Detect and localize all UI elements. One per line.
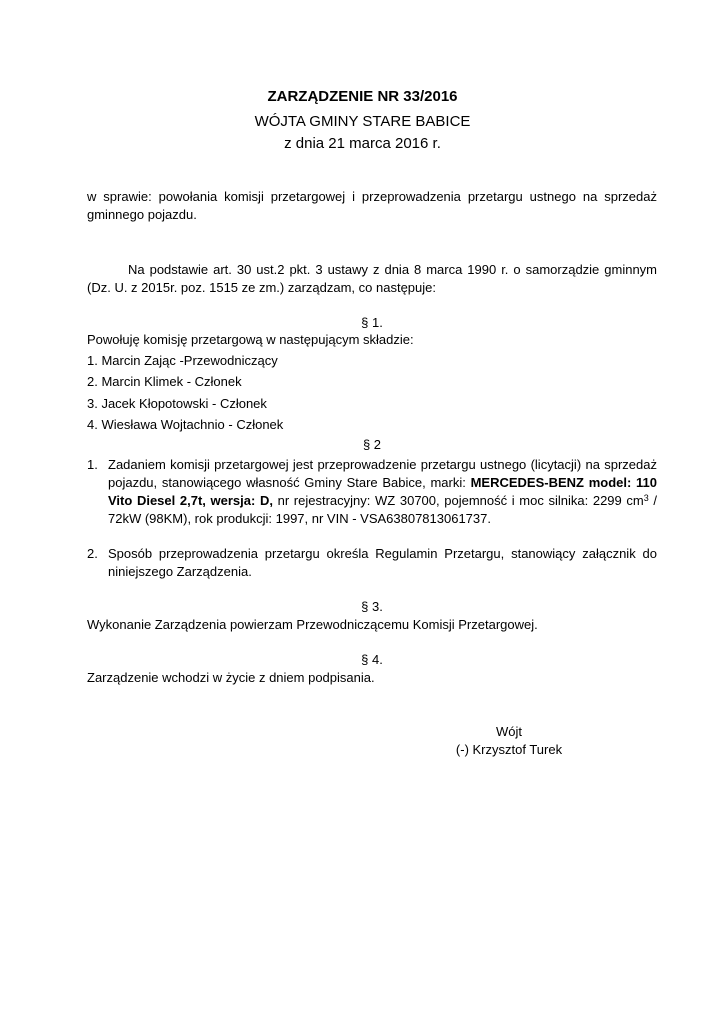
signature-name: (-) Krzysztof Turek xyxy=(455,742,563,757)
committee-member: 3. Jacek Kłopotowski - Członek xyxy=(87,396,267,411)
section-3-mark: § 3. xyxy=(361,599,383,614)
superscript: 3 xyxy=(643,493,649,503)
item-number: 1. xyxy=(87,457,98,472)
section-2-mark: § 2 xyxy=(362,437,382,452)
document-authority: WÓJTA GMINY STARE BABICE xyxy=(254,113,471,130)
committee-member: 1. Marcin Zając -Przewodniczący xyxy=(87,353,278,368)
committee-member: 4. Wiesława Wojtachnio - Członek xyxy=(87,417,284,432)
item-text-part: Zadaniem komisji przetargowej jest przeprowadzenie przetargu ustnego (licytacji) na sprzedaż pojazdu, stanowiącego własność Gminy Stare Babice, marki: xyxy=(108,457,657,490)
section-4-text: Zarządzenie wchodzi w życie z dniem podpisania. xyxy=(87,670,375,685)
section-2-item-2 xyxy=(87,545,657,581)
document-date: z dnia 21 marca 2016 r. xyxy=(284,135,441,152)
item-text-part: nr rejestracyjny: WZ 30700, pojemność i moc silnika: 2299 cm xyxy=(272,493,644,508)
document-title: ZARZĄDZENIE NR 33/2016 xyxy=(267,88,458,105)
item-text: Sposób przeprowadzenia przetargu określa Regulamin Przetargu, stanowiący załącznik do niniejszego Zarządzenia. xyxy=(108,546,657,579)
subject-paragraph: w sprawie: powołania komisji przetargowej i przeprowadzenia przetargu ustnego na sprzedaż gminnego pojazdu. xyxy=(87,189,657,222)
section-2-item-1 xyxy=(87,456,657,528)
legal-basis-paragraph: Na podstawie art. 30 ust.2 pkt. 3 ustawy z dnia 8 marca 1990 r. o samorządzie gminnym (Dz. U. z 2015r. poz. 1515 ze zm.) zarządzam, co następuje: xyxy=(87,262,657,295)
item-text-part: / 72kW (98KM), rok produkcji: 1997, nr VIN - VSA63807813061737. xyxy=(108,493,657,526)
section-3-text: Wykonanie Zarządzenia powierzam Przewodniczącemu Komisji Przetargowej. xyxy=(87,617,538,632)
section-4-mark: § 4. xyxy=(361,652,383,667)
signature-role: Wójt xyxy=(496,724,522,739)
section-1-intro: Powołuję komisję przetargową w następującym składzie: xyxy=(87,332,414,347)
item-number: 2. xyxy=(87,546,98,561)
item-text xyxy=(108,456,657,528)
committee-member: 2. Marcin Klimek - Członek xyxy=(87,374,242,389)
section-1-mark: § 1. xyxy=(361,315,383,330)
vehicle-make-model: MERCEDES-BENZ model: 110 Vito Diesel 2,7t, wersja: D, xyxy=(108,475,658,508)
